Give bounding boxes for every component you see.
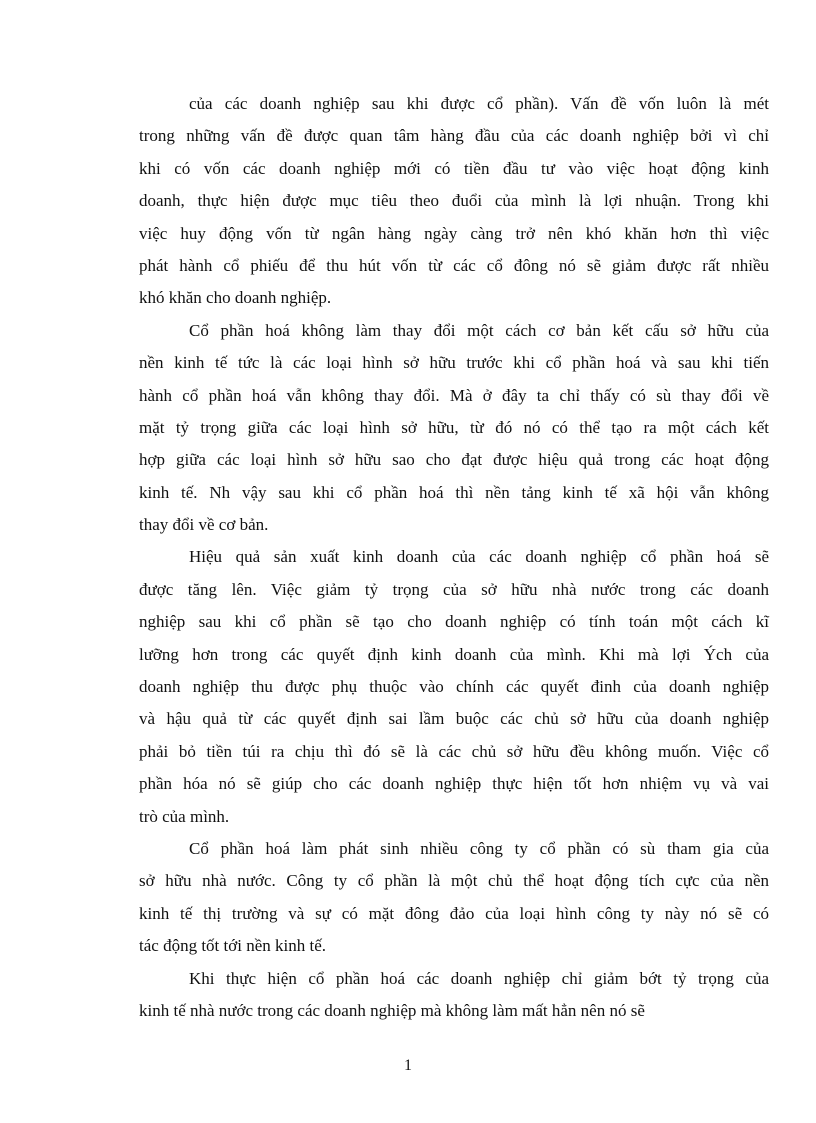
text-line: phần hóa nó sẽ giúp cho các doanh nghiệp thực hiện tốt hơn nhiệm vụ và vai bbox=[139, 774, 769, 794]
text-line: phải bỏ tiền túi ra chịu thì đó sẽ là các chủ sở hữu đều không muốn. Việc cổ bbox=[139, 741, 769, 761]
text-line: khi có vốn các doanh nghiệp mới có tiền đầu tư vào việc hoạt động kinh bbox=[139, 158, 769, 178]
text-line: việc huy động vốn từ ngân hàng ngày càng trở nên khó khăn hơn thì việc bbox=[139, 223, 769, 243]
text-line: trò của mình. bbox=[139, 806, 230, 826]
text-line: doanh, thực hiện được mục tiêu theo đuổi của mình là lợi nhuận. Trong khi bbox=[139, 191, 769, 211]
text-line: Hiệu quả sản xuất kinh doanh của các doanh nghiệp cổ phần hoá sẽ bbox=[189, 547, 769, 567]
text-line: khó khăn cho doanh nghiệp. bbox=[139, 288, 332, 308]
text-line: kinh tế. Nh vậy sau khi cổ phần hoá thì nền tảng kinh tế xã hội vẫn không bbox=[139, 482, 769, 502]
text-line: nền kinh tế tức là các loại hình sở hữu trước khi cổ phần hoá và sau khi tiến bbox=[139, 353, 769, 373]
text-line: của các doanh nghiệp sau khi được cổ phần). Vấn đề vốn luôn là mét bbox=[189, 94, 769, 113]
text-line: tác động tốt tới nền kinh tế. bbox=[139, 936, 326, 956]
text-line: kinh tế thị trường và sự có mặt đông đảo của loại hình công ty này nó sẽ có bbox=[139, 903, 769, 923]
text-line: doanh nghiệp thu được phụ thuộc vào chính các quyết đinh của doanh nghiệp bbox=[139, 677, 769, 697]
text-line: mặt tỷ trọng giữa các loại hình sở hữu, từ đó nó có thể tạo ra một cách kết bbox=[139, 417, 769, 437]
text-line: lưỡng hơn trong các quyết định kinh doanh của mình. Khi mà lợi Ých của bbox=[139, 644, 769, 664]
document-body bbox=[139, 88, 769, 1027]
text-line: thay đổi về cơ bản. bbox=[139, 515, 269, 535]
text-line: phát hành cổ phiếu để thu hút vốn từ các cổ đông nó sẽ giảm được rất nhiều bbox=[139, 255, 769, 275]
text-line: nghiệp sau khi cổ phần sẽ tạo cho doanh nghiệp có tính toán một cách kĩ bbox=[139, 612, 769, 632]
page-number: 1 bbox=[404, 1057, 412, 1074]
text-line: và hậu quả từ các quyết định sai lầm buộc các chủ sở hữu của doanh nghiệp bbox=[139, 709, 769, 729]
text-line: Cổ phần hoá làm phát sinh nhiều công ty cổ phần có sù tham gia của bbox=[189, 838, 769, 858]
text-line: Cổ phần hoá không làm thay đổi một cách cơ bản kết cấu sở hữu của bbox=[189, 320, 769, 340]
text-line: hành cổ phần hoá vẫn không thay đổi. Mà ở đây ta chỉ thấy có sù thay đổi về bbox=[139, 385, 769, 405]
text-line: kinh tế nhà nước trong các doanh nghiệp mà không làm mất hẳn nên nó sẽ bbox=[139, 1000, 645, 1020]
text-line: được tăng lên. Việc giảm tỷ trọng của sở hữu nhà nước trong các doanh bbox=[139, 579, 769, 599]
text-line: Khi thực hiện cổ phần hoá các doanh nghiệp chỉ giảm bớt tỷ trọng của bbox=[189, 968, 769, 988]
text-line: sở hữu nhà nước. Công ty cổ phần là một chủ thể hoạt động tích cực của nền bbox=[139, 871, 769, 891]
text-line: trong những vấn đề được quan tâm hàng đầu của các doanh nghiệp bởi vì chỉ bbox=[139, 126, 769, 146]
text-line: hợp giữa các loại hình sở hữu sao cho đạt được hiệu quả trong các hoạt động bbox=[139, 450, 769, 470]
